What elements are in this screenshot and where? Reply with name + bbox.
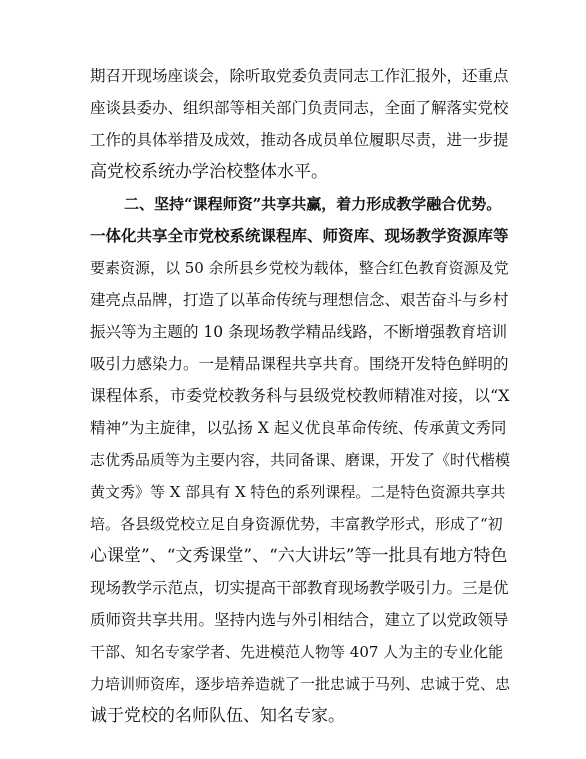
text-line: 课程体系，市委党校教务科与县级党校教师精准对接，以“X [90,386,510,405]
text-line: 振兴等为主题的 10 条现场教学精品线路，不断增强教育培训 [90,323,508,341]
text-line: 现场教学示范点，切实提高干部教育现场教学吸引力。三是优 [90,579,509,597]
text-line: 座谈县委办、组织部等相关部门负责同志，全面了解落实党校 [90,99,509,117]
text-line: 干部、知名专家学者、先进模范人物等 407 人为主的专业化能 [90,643,504,661]
text-line: 高党校系统办学治校整体水平。 [90,162,328,182]
text-line: 诚于党校的名师队伍、知名专家。 [90,706,345,726]
text-line: 志优秀品质等为主要内容，共同备课、磨课，开发了《时代楷模 [90,451,511,469]
text-line: 力培训师资库，逐步培养造就了一批忠诚于马列、忠诚于党、忠 [90,675,511,693]
text-line: 吸引力感染力。一是精品课程共享共育。围绕开发特色鲜明的 [90,355,509,373]
text-line: 培。各县级党校立足自身资源优势，丰富教学形式，形成了“初 [90,515,503,533]
text-line: 黄文秀》等 X 部具有 X 特色的系列课程。二是特色资源共享共 [90,483,506,501]
text-line: 要素资源，以 50 余所县乡党校为载体，整合红色教育资源及党 [90,259,509,277]
text-line: 精神”为主旋律，以弘扬 X 起义优良革命传统、传承黄文秀同 [90,419,507,437]
text-line: 一体化共享全市党校系统课程库、师资库、现场教学资源库等 [90,226,509,245]
text-line: 建亮点品牌，打造了以革命传统与理想信念、艰苦奋斗与乡村 [90,291,509,309]
text-line: 质师资共享共用。坚持内选与外引相结合，建立了以党政领导 [90,611,509,629]
section-heading: 二、坚持“课程师资”共享共赢，着力形成教学融合优势。 [124,195,502,213]
text-line: 工作的具体举措及成效，推动各成员单位履职尽责，进一步提 [90,131,509,149]
text-line: 心课堂”、“文秀课堂”、“六大讲坛”等一批具有地方特色 [90,546,508,566]
text-line: 期召开现场座谈会，除听取党委负责同志工作汇报外，还重点 [90,67,509,85]
